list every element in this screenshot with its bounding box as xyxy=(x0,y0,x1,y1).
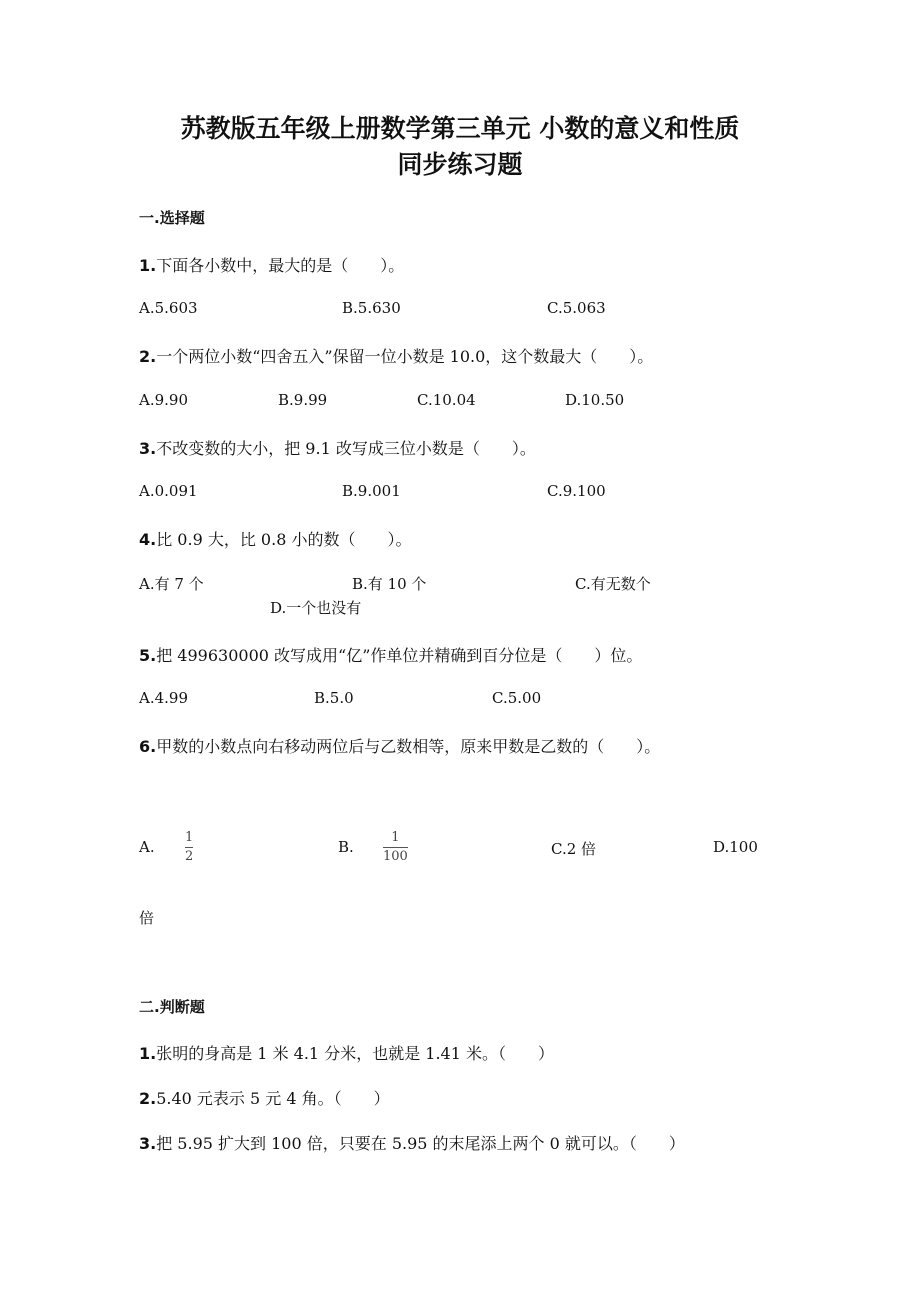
question-5 xyxy=(139,643,642,666)
q5-option-b: B.5.0 xyxy=(314,689,354,707)
question-text: 5.40 元表示 5 元 4 角。（ ） xyxy=(156,1089,390,1108)
question-number: 1. xyxy=(139,1044,157,1063)
q2-option-a: A.9.90 xyxy=(139,391,188,409)
question-text: 张明的身高是 1 米 4.1 分米，也就是 1.41 米。（ ） xyxy=(156,1044,554,1063)
q2-option-c: C.10.04 xyxy=(417,391,476,409)
question-1 xyxy=(139,253,404,276)
question-text: 把 499630000 改写成用“亿”作单位并精确到百分位是（ ）位。 xyxy=(156,646,643,665)
question-number: 6. xyxy=(139,737,157,756)
question-text: 把 5.95 扩大到 100 倍，只要在 5.95 的末尾添上两个 0 就可以。（ ） xyxy=(156,1134,685,1153)
judgement-question-1 xyxy=(139,1041,554,1064)
question-number: 4. xyxy=(139,530,157,549)
q4-option-a: A.有 7 个 xyxy=(139,575,204,593)
fraction-bar xyxy=(383,847,408,848)
question-text: 一个两位小数“四舍五入”保留一位小数是 10.0，这个数最大（ ）。 xyxy=(156,347,654,366)
question-number: 3. xyxy=(139,439,157,458)
question-6 xyxy=(139,734,660,757)
question-2 xyxy=(139,344,653,367)
fraction-numerator: 1 xyxy=(185,830,194,845)
question-number: 2. xyxy=(139,1089,157,1108)
q3-option-a: A.0.091 xyxy=(139,482,198,500)
q4-option-c: C.有无数个 xyxy=(575,575,651,593)
q4-option-b: B.有 10 个 xyxy=(352,575,427,593)
q6-option-a-fraction xyxy=(185,831,193,864)
question-text: 比 0.9 大，比 0.8 小的数（ ）。 xyxy=(156,530,412,549)
q1-option-c: C.5.063 xyxy=(547,299,606,317)
fraction-numerator: 1 xyxy=(391,830,400,845)
section-heading-judgement: 二.判断题 xyxy=(139,998,205,1016)
question-4 xyxy=(139,527,411,550)
q6-option-d-wrap: 倍 xyxy=(139,909,155,927)
q6-option-c: C.2 倍 xyxy=(551,840,597,858)
q5-option-a: A.4.99 xyxy=(139,689,188,707)
q6-option-a: A. xyxy=(139,838,155,856)
section-heading-choice: 一.选择题 xyxy=(139,209,205,227)
page-title-line1: 苏教版五年级上册数学第三单元 小数的意义和性质 xyxy=(180,114,740,143)
judgement-question-3 xyxy=(139,1131,685,1154)
fraction-denominator: 2 xyxy=(185,849,194,864)
q3-option-c: C.9.100 xyxy=(547,482,606,500)
q4-option-d: D.一个也没有 xyxy=(270,599,362,617)
question-3 xyxy=(139,436,536,459)
question-text: 下面各小数中，最大的是（ ）。 xyxy=(156,256,405,275)
question-text: 甲数的小数点向右移动两位后与乙数相等，原来甲数是乙数的（ ）。 xyxy=(156,737,661,756)
q6-option-d: D.100 xyxy=(713,838,758,856)
question-number: 3. xyxy=(139,1134,157,1153)
q6-option-b-fraction xyxy=(383,831,408,864)
fraction-denominator: 100 xyxy=(383,849,408,864)
question-text: 不改变数的大小，把 9.1 改写成三位小数是（ ）。 xyxy=(156,439,536,458)
fraction-bar xyxy=(185,847,193,848)
question-number: 1. xyxy=(139,256,157,275)
page-title-line2: 同步练习题 xyxy=(397,150,523,179)
q1-option-b: B.5.630 xyxy=(342,299,401,317)
q2-option-b: B.9.99 xyxy=(278,391,328,409)
q3-option-b: B.9.001 xyxy=(342,482,401,500)
q6-option-b: B. xyxy=(338,838,354,856)
q1-option-a: A.5.603 xyxy=(139,299,198,317)
question-number: 5. xyxy=(139,646,157,665)
q5-option-c: C.5.00 xyxy=(492,689,542,707)
judgement-question-2 xyxy=(139,1086,390,1109)
question-number: 2. xyxy=(139,347,157,366)
q2-option-d: D.10.50 xyxy=(565,391,625,409)
